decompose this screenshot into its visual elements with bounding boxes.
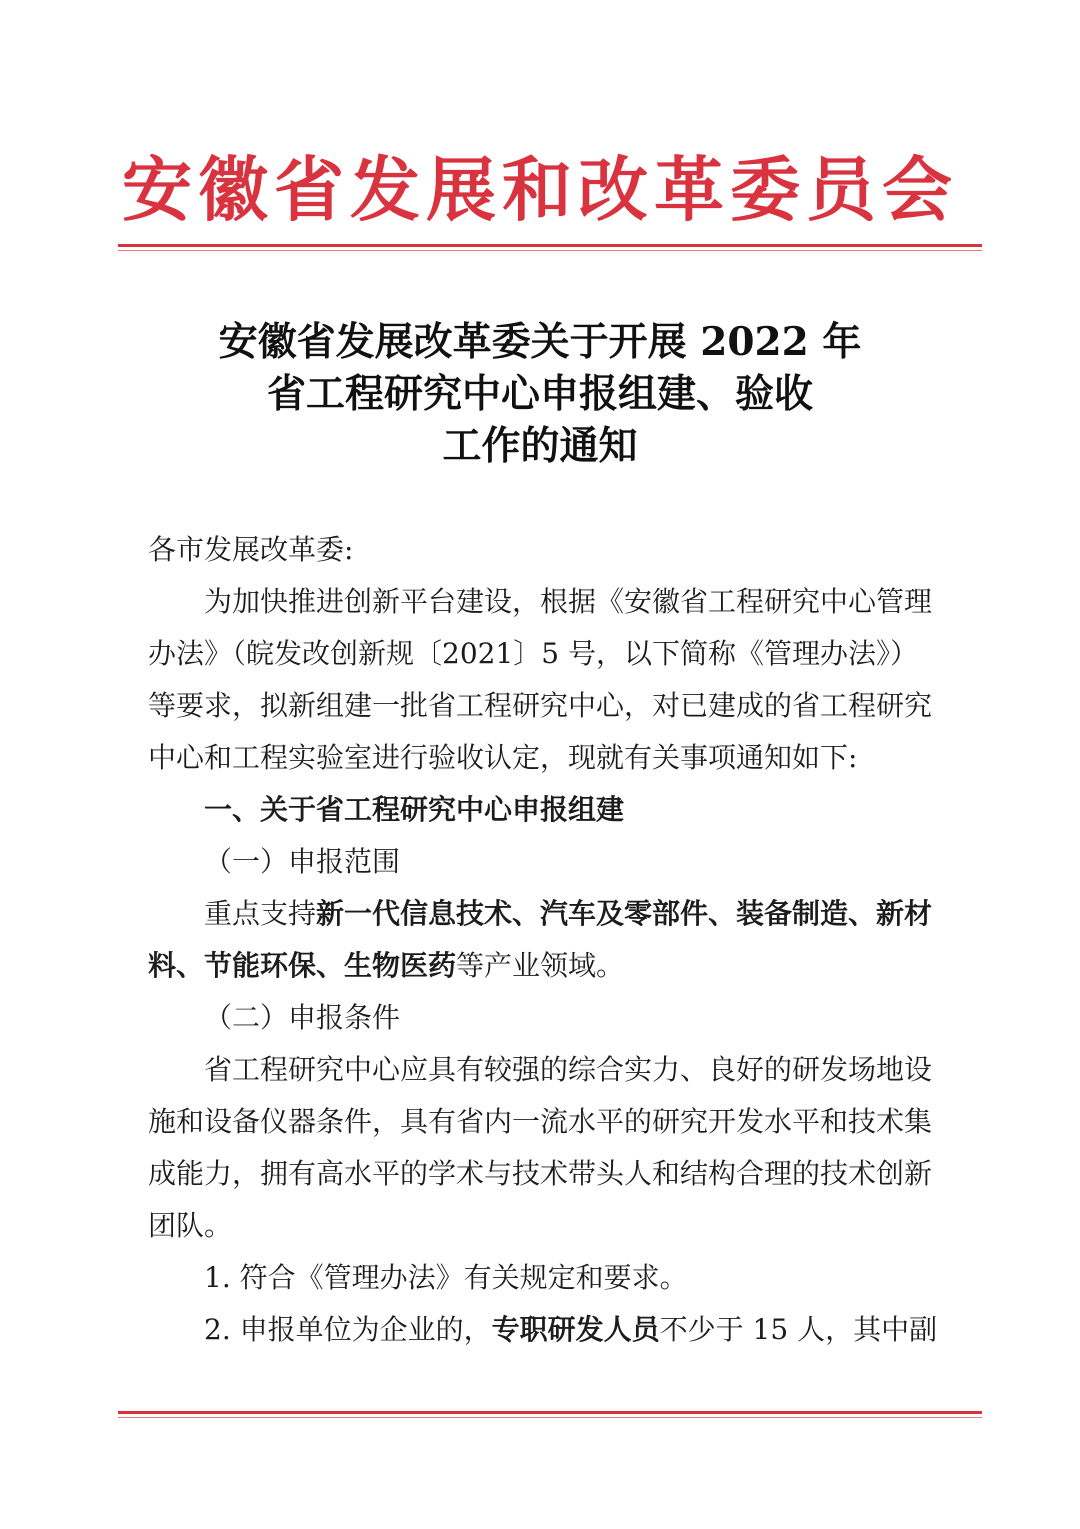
para1-line1: 为加快推进创新平台建设，根据《安徽省工程研究中心管理 — [204, 585, 933, 618]
salutation: 各市发展改革委: — [148, 533, 354, 566]
scope-line1-plain: 重点支持 — [204, 897, 317, 930]
item-2 — [204, 1304, 937, 1356]
cond-line2: 施和设备仪器条件，具有省内一流水平的研究开发水平和技术集 — [148, 1105, 933, 1138]
item-2-plain-a: 2. 申报单位为企业的， — [204, 1313, 492, 1346]
scope-line1-bold: 新一代信息技术、汽车及零部件、装备制造、新材 — [316, 897, 933, 930]
sub1-heading: （一）申报范围 — [204, 845, 401, 878]
title-line-2: 省工程研究中心申报组建、验收 — [266, 371, 813, 417]
title-line-3: 工作的通知 — [442, 423, 638, 469]
scope-line2-bold: 料、节能环保、生物医药 — [148, 949, 457, 982]
scope-line2 — [148, 940, 624, 992]
cond-line4: 团队。 — [148, 1209, 233, 1242]
item-2-plain-c: 不少于 15 人，其中副 — [659, 1313, 938, 1346]
red-divider-bottom — [118, 1411, 982, 1414]
para1-line3: 等要求，拟新组建一批省工程研究中心，对已建成的省工程研究 — [148, 689, 933, 722]
section1-heading: 一、关于省工程研究中心申报组建 — [204, 793, 625, 826]
scope-line2-plain: 等产业领域。 — [456, 949, 625, 982]
item-1: 1. 符合《管理办法》有关规定和要求。 — [204, 1261, 688, 1294]
issuing-org-header: 安徽省发展和改革委员会 — [122, 148, 958, 231]
sub2-heading: （二）申报条件 — [204, 1001, 401, 1034]
red-divider-top — [118, 244, 982, 247]
document-title — [0, 316, 1080, 472]
item-2-bold: 专职研发人员 — [491, 1313, 660, 1346]
title-line-1: 安徽省发展改革委关于开展 2022 年 — [218, 319, 862, 365]
cond-line1: 省工程研究中心应具有较强的综合实力、良好的研发场地设 — [204, 1053, 933, 1086]
scope-line1 — [204, 888, 932, 940]
para1-line4: 中心和工程实验室进行验收认定，现就有关事项通知如下: — [148, 741, 858, 774]
para1-line2: 办法》（皖发改创新规〔2021〕5 号，以下简称《管理办法》） — [148, 637, 918, 670]
cond-line3: 成能力，拥有高水平的学术与技术带头人和结构合理的技术创新 — [148, 1157, 933, 1190]
